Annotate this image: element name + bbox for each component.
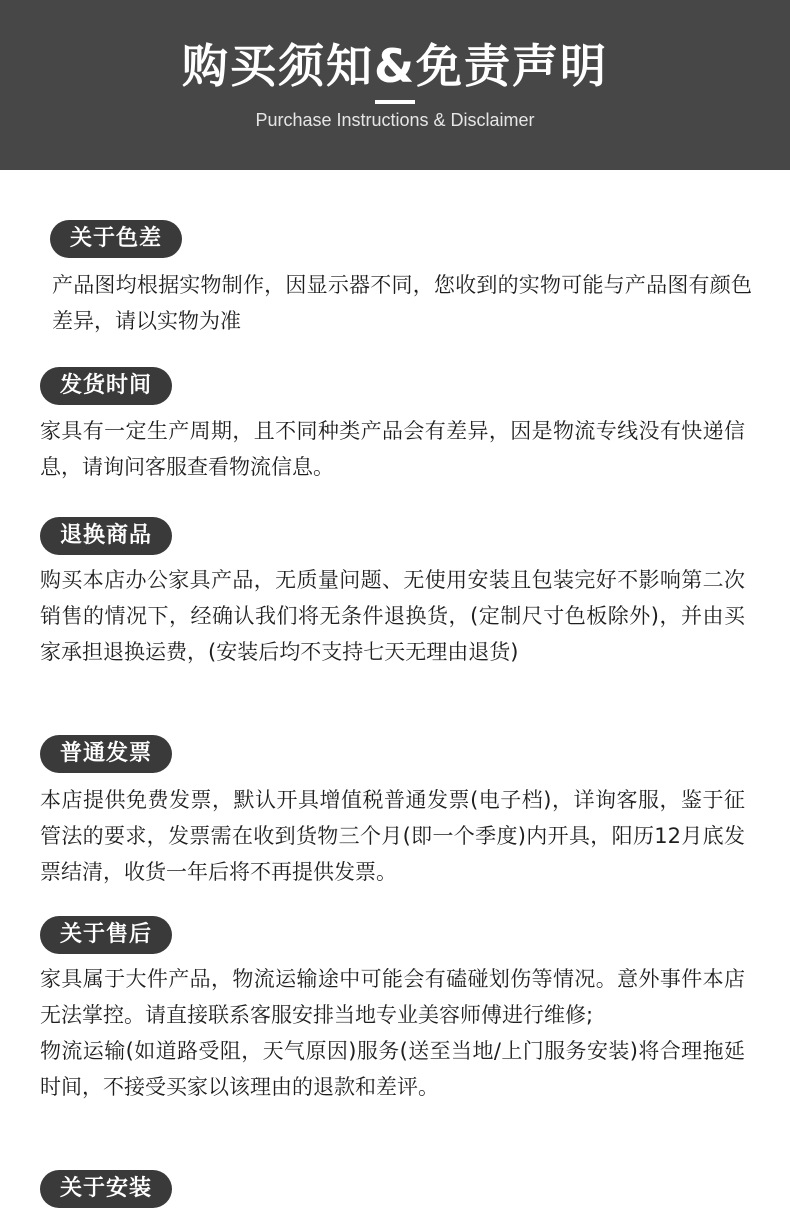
section-body <box>40 961 745 1105</box>
section-heading-pill: 退换商品 <box>40 517 172 555</box>
page-subtitle: Purchase Instructions & Disclaimer <box>255 110 535 130</box>
section-heading-pill: 发货时间 <box>40 367 172 405</box>
section-heading-pill: 关于安装 <box>40 1170 172 1208</box>
page-title: 购买须知&免责声明 <box>181 39 609 93</box>
section-paragraph: 物流运输(如道路受阻，天气原因)服务(送至当地/上门服务安装)将合理拖延时间，不接受买家以该理由的退款和差评。 <box>40 1039 745 1099</box>
section-paragraph: 购买本店办公家具产品，无质量问题、无使用安装且包装完好不影响第二次销售的情况下，经确认我们将无条件退换货，(定制尺寸色板除外)，并由买家承担退换运费，(安装后均不支持七天无理由退货) <box>40 568 745 664</box>
section-paragraph: 产品图均根据实物制作，因显示器不同，您收到的实物可能与产品图有颜色差异，请以实物为准 <box>52 273 752 333</box>
title-divider <box>375 100 415 104</box>
section-body <box>52 267 752 339</box>
section-body <box>40 413 745 485</box>
section-body <box>40 562 745 670</box>
section-paragraph: 家具有一定生产周期，且不同种类产品会有差异，因是物流专线没有快递信息，请询问客服查看物流信息。 <box>40 419 745 479</box>
section-heading-pill: 关于色差 <box>50 220 182 258</box>
header-banner <box>0 0 790 170</box>
section-heading-pill: 普通发票 <box>40 735 172 773</box>
section-paragraph: 本店提供免费发票，默认开具增值税普通发票(电子档)，详询客服，鉴于征管法的要求，发票需在收到货物三个月(即一个季度)内开具，阳历12月底发票结清，收货一年后将不再提供发票。 <box>40 788 745 884</box>
section-heading-pill: 关于售后 <box>40 916 172 954</box>
section-paragraph: 家具属于大件产品，物流运输途中可能会有磕碰划伤等情况。意外事件本店无法掌控。请直接联系客服安排当地专业美容师傅进行维修; <box>40 967 745 1027</box>
section-body <box>40 782 745 890</box>
